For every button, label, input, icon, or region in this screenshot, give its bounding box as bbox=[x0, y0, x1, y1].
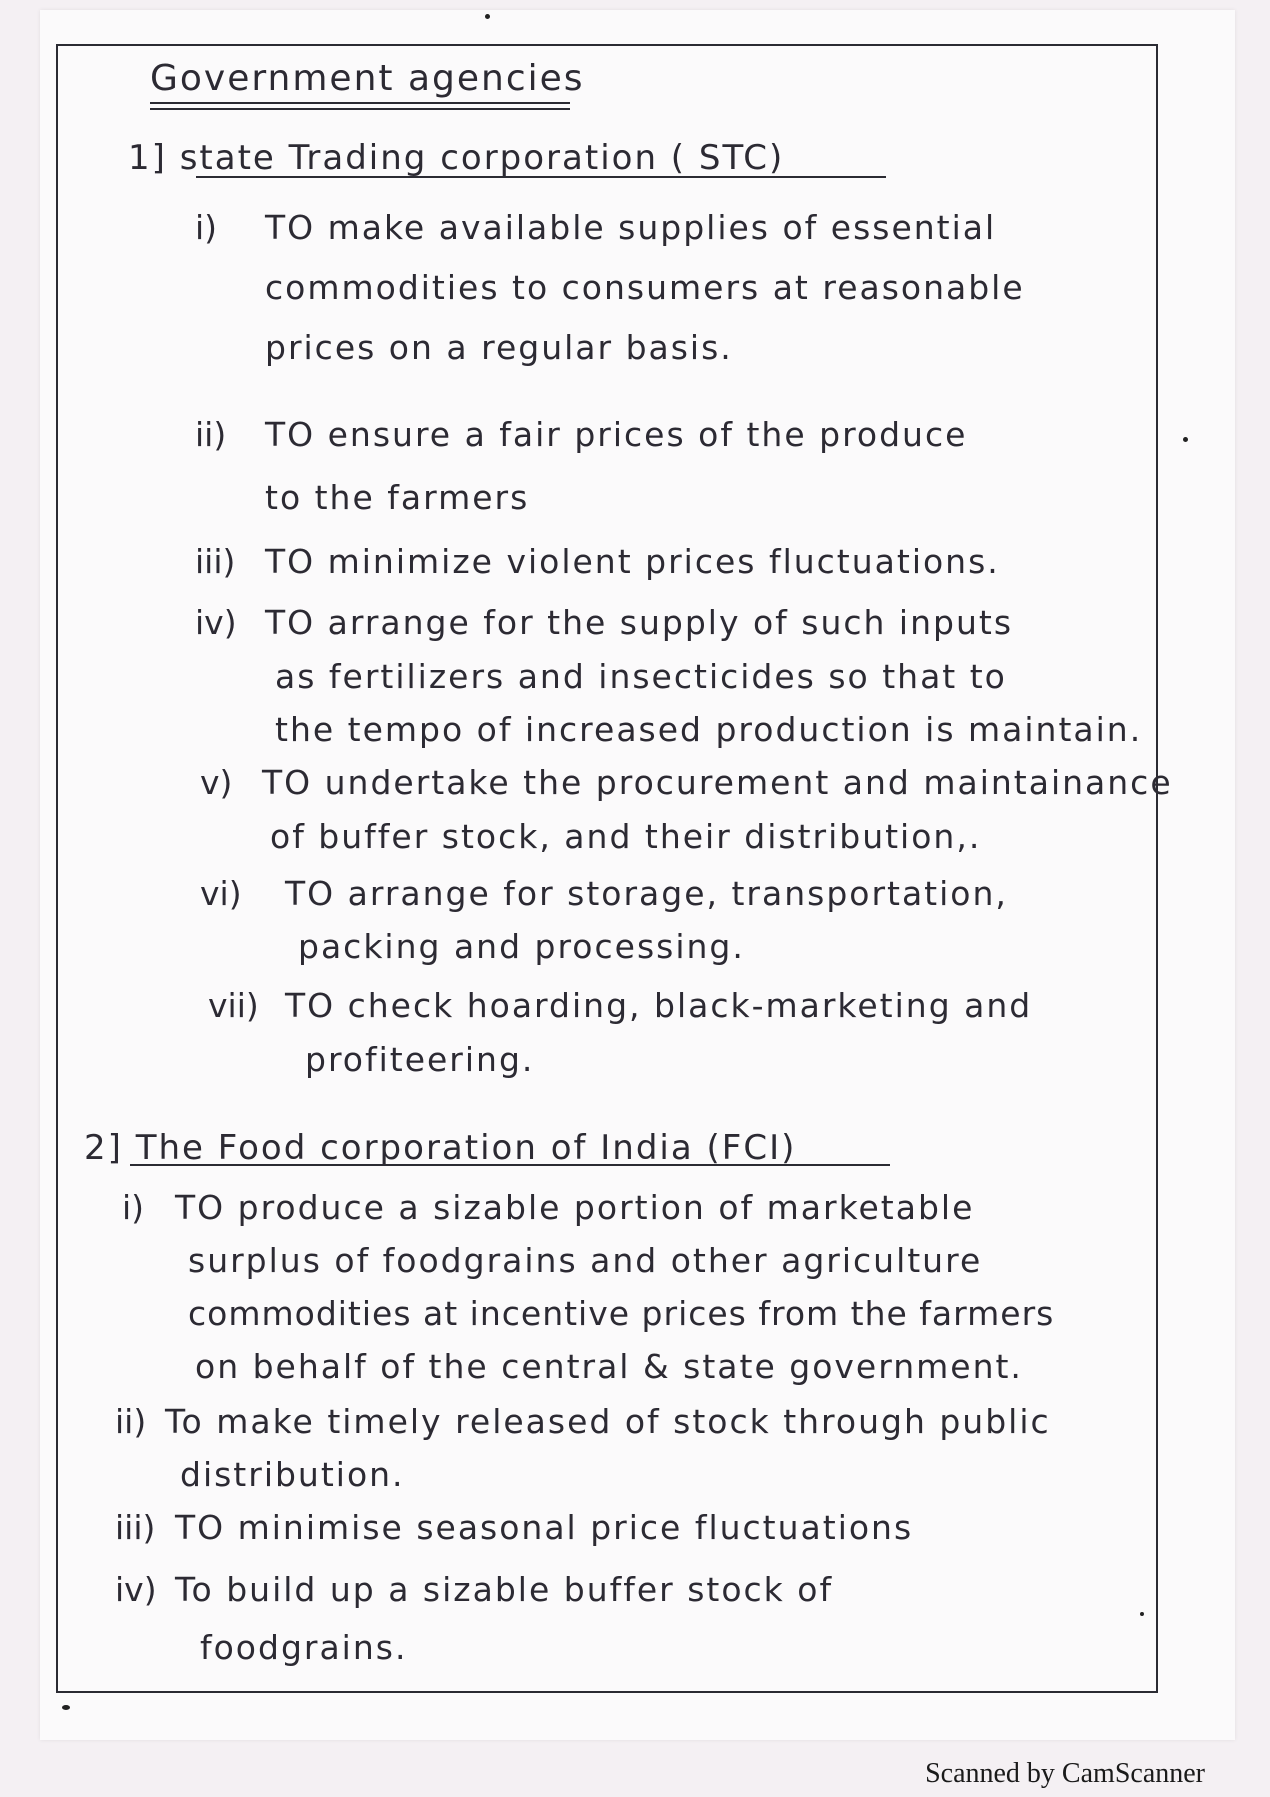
section-heading-fci-underline bbox=[130, 1164, 890, 1166]
item-number: iii) bbox=[195, 542, 236, 581]
item-line: the tempo of increased production is maintain. bbox=[275, 710, 1143, 749]
item-number: vi) bbox=[200, 874, 242, 913]
item-number: v) bbox=[200, 763, 233, 802]
ink-speck bbox=[62, 1705, 70, 1710]
item-number: ii) bbox=[115, 1402, 147, 1441]
section-heading-stc: 1] state Trading corporation ( STC) bbox=[128, 138, 785, 178]
item-number: ii) bbox=[195, 415, 227, 454]
title-underline-1 bbox=[150, 102, 570, 104]
ink-speck bbox=[1140, 1612, 1144, 1616]
item-line: commodities to consumers at reasonable bbox=[265, 268, 1025, 307]
item-line: distribution. bbox=[180, 1455, 405, 1494]
item-line: profiteering. bbox=[305, 1040, 535, 1079]
item-line: TO arrange for storage, transportation, bbox=[285, 874, 1008, 913]
item-line: TO check hoarding, black-marketing and bbox=[285, 986, 1033, 1025]
ink-speck bbox=[485, 14, 490, 19]
item-number: i) bbox=[122, 1188, 145, 1227]
title-underline-2 bbox=[150, 108, 570, 110]
item-number: iv) bbox=[115, 1570, 157, 1609]
item-line: of buffer stock, and their distribution,. bbox=[270, 817, 982, 856]
item-line: to the farmers bbox=[265, 478, 530, 517]
item-number: iv) bbox=[195, 603, 237, 642]
item-line: TO undertake the procurement and maintainance bbox=[262, 763, 1173, 802]
item-line: as fertilizers and insecticides so that to bbox=[275, 657, 1007, 696]
section-heading-fci: 2] The Food corporation of India (FCI) bbox=[84, 1128, 797, 1168]
item-number: i) bbox=[195, 208, 218, 247]
item-number: vii) bbox=[208, 986, 259, 1025]
scanner-watermark: Scanned by CamScanner bbox=[925, 1758, 1205, 1789]
item-line: TO minimize violent prices fluctuations. bbox=[265, 542, 1000, 581]
page-title: Government agencies bbox=[150, 58, 585, 99]
item-line: TO produce a sizable portion of marketable bbox=[175, 1188, 975, 1227]
item-line: commodities at incentive prices from the farmers bbox=[188, 1294, 1055, 1333]
ink-speck bbox=[1183, 437, 1188, 442]
item-line: foodgrains. bbox=[200, 1628, 408, 1667]
item-line: prices on a regular basis. bbox=[265, 328, 733, 367]
item-line: TO ensure a fair prices of the produce bbox=[265, 415, 968, 454]
item-line: TO arrange for the supply of such inputs bbox=[265, 603, 1014, 642]
item-line: To make timely released of stock through public bbox=[165, 1402, 1051, 1441]
item-line: packing and processing. bbox=[298, 927, 745, 966]
section-heading-stc-underline bbox=[196, 176, 886, 178]
item-number: iii) bbox=[115, 1508, 156, 1547]
item-line: To build up a sizable buffer stock of bbox=[175, 1570, 834, 1609]
item-line: on behalf of the central & state government. bbox=[195, 1347, 1023, 1386]
item-line: surplus of foodgrains and other agriculture bbox=[188, 1241, 983, 1280]
item-line: TO make available supplies of essential bbox=[265, 208, 997, 247]
item-line: TO minimise seasonal price fluctuations bbox=[175, 1508, 914, 1547]
